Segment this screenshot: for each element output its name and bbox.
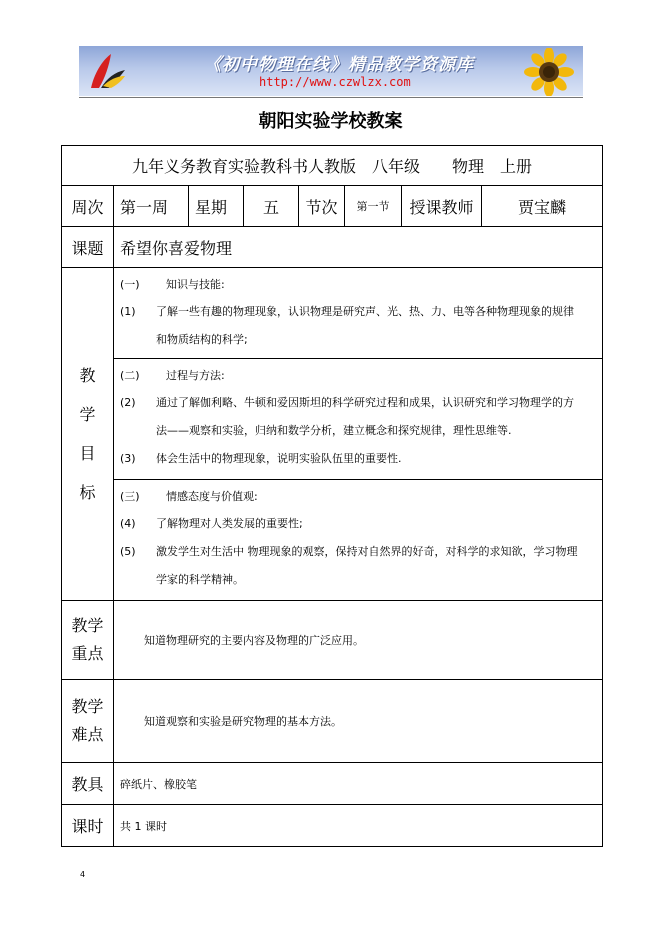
objective-item [120,538,602,566]
topic-row [62,227,603,268]
page-title: 朝阳实验学校教案 [258,111,403,132]
section-title: 知识与技能: [166,278,225,291]
objective-section-1 [114,268,603,359]
section-heading [120,484,602,510]
section-number: (一) [120,278,140,291]
item-text: 激发学生对生活中 物理现象的观察，保持对自然界的好奇，对科学的求知欲，学习物理 [156,545,578,558]
period-label: 节次 [299,186,345,227]
key-point-label-line: 重点 [71,644,104,663]
period-value: 第一节 [345,186,402,227]
page-number: 4 [80,870,86,879]
item-text: 了解一些有趣的物理现象，认识物理是研究声、光、热、力、电等各种物理现象的规律 [156,305,574,318]
item-text: 了解物理对人类发展的重要性; [156,517,303,530]
hours-value: 共 1 课时 [114,805,603,847]
objectives-label-char: 学 [79,405,96,424]
topic-label: 课题 [62,227,114,268]
item-number: (4) [120,517,136,530]
teacher-label: 授课教师 [402,186,482,227]
day-value: 五 [244,186,299,227]
banner-title: 《初中物理在线》精品教学资源库 [204,55,474,75]
objective-item [120,389,602,417]
section-title: 情感态度与价值观: [166,490,258,503]
item-number: (5) [120,545,136,558]
section-heading [120,363,602,389]
section-heading [120,272,602,298]
week-label: 周次 [62,186,114,227]
item-number: (2) [120,396,136,409]
banner-rule [79,97,583,98]
section-number: (三) [120,490,140,503]
key-point-row [62,601,603,680]
difficulty-value: 知道观察和实验是研究物理的基本方法。 [114,680,603,763]
day-label: 星期 [189,186,244,227]
textbook-header: 九年义务教育实验教科书人教版 八年级 物理 上册 [62,146,603,186]
objectives-label-char: 目 [79,444,96,463]
difficulty-row [62,680,603,763]
item-text: 体会生活中的物理现象，说明实验队伍里的重要性. [156,452,402,465]
tools-row [62,763,603,805]
objectives-label [62,268,114,601]
header-banner [79,46,583,96]
key-point-label-line: 教学 [71,616,104,635]
hours-label: 课时 [62,805,114,847]
info-row [62,186,603,227]
objectives-label-char: 教 [79,366,96,385]
difficulty-label-line: 教学 [71,697,104,716]
item-number: (1) [120,305,136,318]
section-number: (二) [120,369,140,382]
hours-row [62,805,603,847]
sunflower-icon [519,48,579,96]
item-text-cont: 学家的科学精神。 [156,573,244,586]
objectives-row-3 [62,480,603,601]
item-text-cont: 法——观察和实验，归纳和数学分析，建立概念和探究规律，理性思维等. [156,424,512,437]
tools-value: 碎纸片、橡胶笔 [114,763,603,805]
item-text-cont: 和物质结构的科学; [156,333,248,346]
objective-item [120,298,602,326]
objective-item [120,445,602,473]
item-number: (3) [120,452,136,465]
objective-section-2 [114,359,603,480]
difficulty-label-line: 难点 [71,725,104,744]
objectives-row-2 [62,359,603,480]
objectives-label-char: 标 [79,483,96,502]
logo-icon [85,50,129,92]
topic-value: 希望你喜爱物理 [114,227,603,268]
key-point-label [62,601,114,680]
lesson-plan-table [61,145,603,847]
objective-section-3 [114,480,603,601]
key-point-value: 知道物理研究的主要内容及物理的广泛应用。 [114,601,603,680]
week-value: 第一周 [114,186,189,227]
teacher-value: 贾宝麟 [482,186,603,227]
section-title: 过程与方法: [166,369,225,382]
objective-item [120,510,602,538]
objectives-row-1 [62,268,603,359]
banner-url: http://www.czwlzx.com [259,75,411,89]
tools-label: 教具 [62,763,114,805]
difficulty-label [62,680,114,763]
item-text: 通过了解伽利略、牛顿和爱因斯坦的科学研究过程和成果，认识研究和学习物理学的方 [156,396,574,409]
